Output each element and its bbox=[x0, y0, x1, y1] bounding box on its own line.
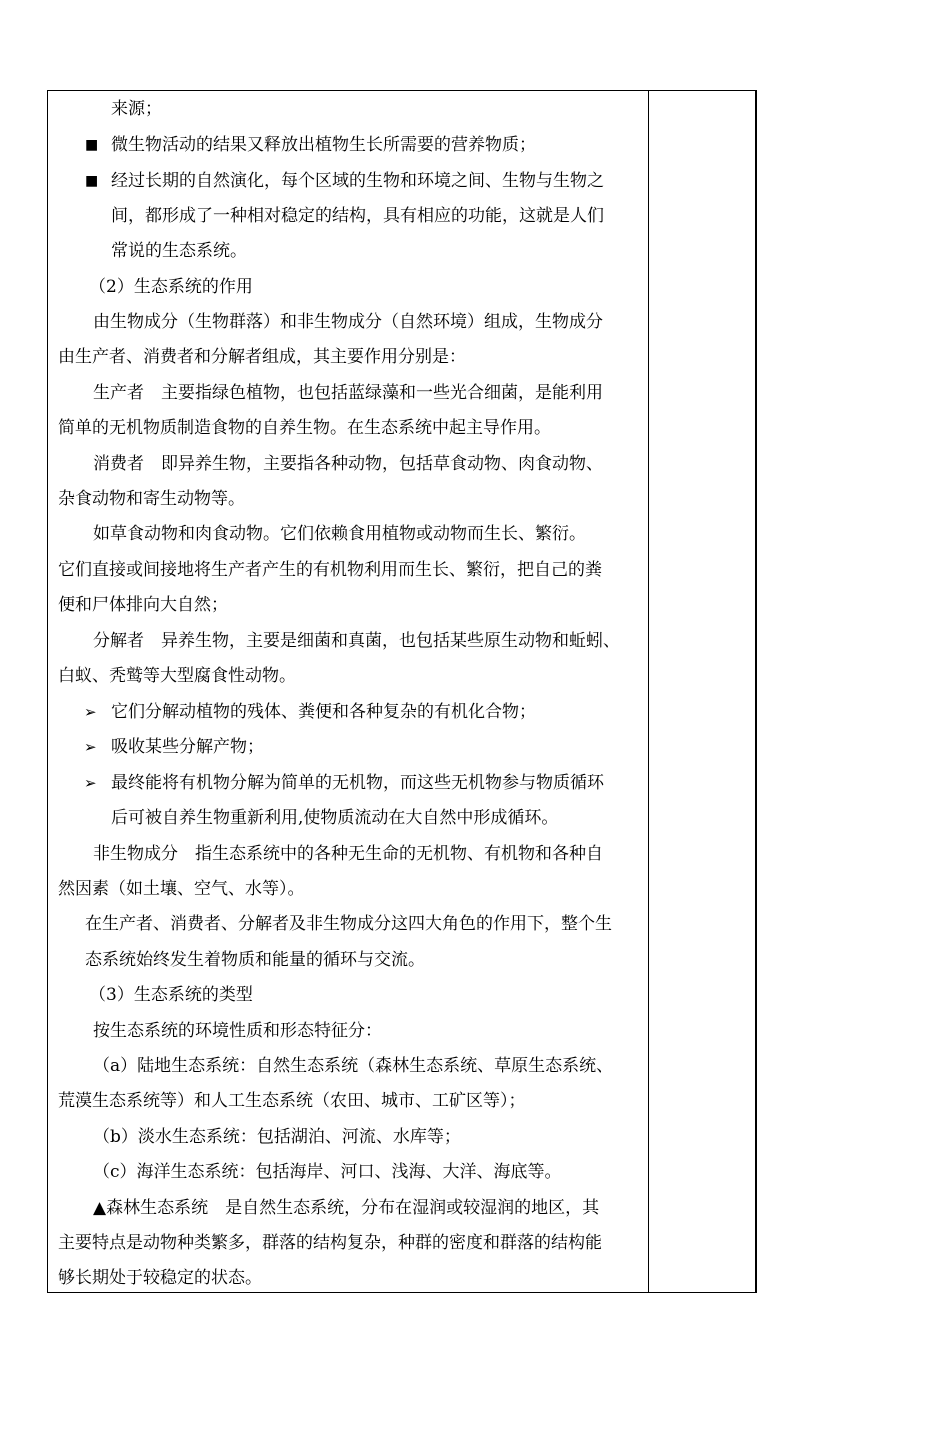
text-line: 非生物成分 指生态系统中的各种无生命的无机物、有机物和各种自 bbox=[93, 844, 603, 864]
text-line: ▲森林生态系统 是自然生态系统，分布在湿润或较湿润的地区，其 bbox=[93, 1198, 600, 1218]
text-line: 它们分解动植物的残体、粪便和各种复杂的有机化合物； bbox=[111, 702, 536, 722]
text-line: 按生态系统的环境性质和形态特征分： bbox=[93, 1021, 382, 1041]
text-line: 经过长期的自然演化，每个区域的生物和环境之间、生物与生物之 bbox=[111, 171, 604, 191]
text-line: 吸收某些分解产物； bbox=[111, 737, 264, 757]
text-line: 微生物活动的结果又释放出植物生长所需要的营养物质； bbox=[111, 135, 536, 155]
text-line: 后可被自养生物重新利用,使物质流动在大自然中形成循环。 bbox=[111, 808, 559, 828]
text-line: 如草食动物和肉食动物。它们依赖食用植物或动物而生长、繁衍。 bbox=[93, 524, 586, 544]
text-line: 最终能将有机物分解为简单的无机物，而这些无机物参与物质循环 bbox=[111, 773, 604, 793]
text-line: （c）海洋生态系统：包括海岸、河口、浅海、大洋、海底等。 bbox=[93, 1162, 562, 1182]
text-line: 简单的无机物质制造食物的自养生物。在生态系统中起主导作用。 bbox=[58, 418, 551, 438]
text-line: 在生产者、消费者、分解者及非生物成分这四大角色的作用下，整个生 bbox=[85, 914, 612, 934]
text-line: 分解者 异养生物，主要是细菌和真菌，也包括某些原生动物和蚯蚓、 bbox=[93, 631, 620, 651]
square-bullet-icon: ■ bbox=[85, 173, 99, 189]
section-heading: （3）生态系统的类型 bbox=[89, 985, 253, 1005]
text-line: 来源； bbox=[111, 99, 162, 119]
text-line: （b）淡水生态系统：包括湖泊、河流、水库等； bbox=[93, 1127, 461, 1147]
text-line: 间，都形成了一种相对稳定的结构，具有相应的功能，这就是人们 bbox=[111, 206, 604, 226]
arrow-bullet-icon: ➢ bbox=[84, 774, 97, 792]
text-line: （a）陆地生态系统：自然生态系统（森林生态系统、草原生态系统、 bbox=[93, 1056, 614, 1076]
text-line: 主要特点是动物种类繁多，群落的结构复杂，种群的密度和群落的结构能 bbox=[58, 1233, 602, 1253]
text-line: 杂食动物和寄生动物等。 bbox=[58, 489, 245, 509]
text-line: 然因素（如土壤、空气、水等）。 bbox=[58, 879, 305, 899]
text-line: 态系统始终发生着物质和能量的循环与交流。 bbox=[85, 950, 425, 970]
section-heading: （2）生态系统的作用 bbox=[89, 277, 253, 297]
arrow-bullet-icon: ➢ bbox=[84, 703, 97, 721]
text-line: 它们直接或间接地将生产者产生的有机物利用而生长、繁衍，把自己的粪 bbox=[58, 560, 602, 580]
text-line: 便和尸体排向大自然； bbox=[58, 595, 228, 615]
square-bullet-icon: ■ bbox=[85, 137, 99, 153]
text-line: 荒漠生态系统等）和人工生态系统（农田、城市、工矿区等）； bbox=[58, 1091, 526, 1111]
text-line: 生产者 主要指绿色植物，也包括蓝绿藻和一些光合细菌，是能利用 bbox=[93, 383, 603, 403]
text-line: 白蚁、秃鹫等大型腐食性动物。 bbox=[58, 666, 296, 686]
text-line: 消费者 即异养生物，主要指各种动物，包括草食动物、肉食动物、 bbox=[93, 454, 603, 474]
column-divider bbox=[648, 91, 649, 1292]
text-line: 常说的生态系统。 bbox=[111, 241, 247, 261]
text-line: 由生产者、消费者和分解者组成，其主要作用分别是： bbox=[58, 347, 466, 367]
document-table bbox=[47, 90, 757, 1293]
text-line: 由生物成分（生物群落）和非生物成分（自然环境）组成，生物成分 bbox=[93, 312, 603, 332]
arrow-bullet-icon: ➢ bbox=[84, 738, 97, 756]
text-line: 够长期处于较稳定的状态。 bbox=[58, 1268, 262, 1288]
